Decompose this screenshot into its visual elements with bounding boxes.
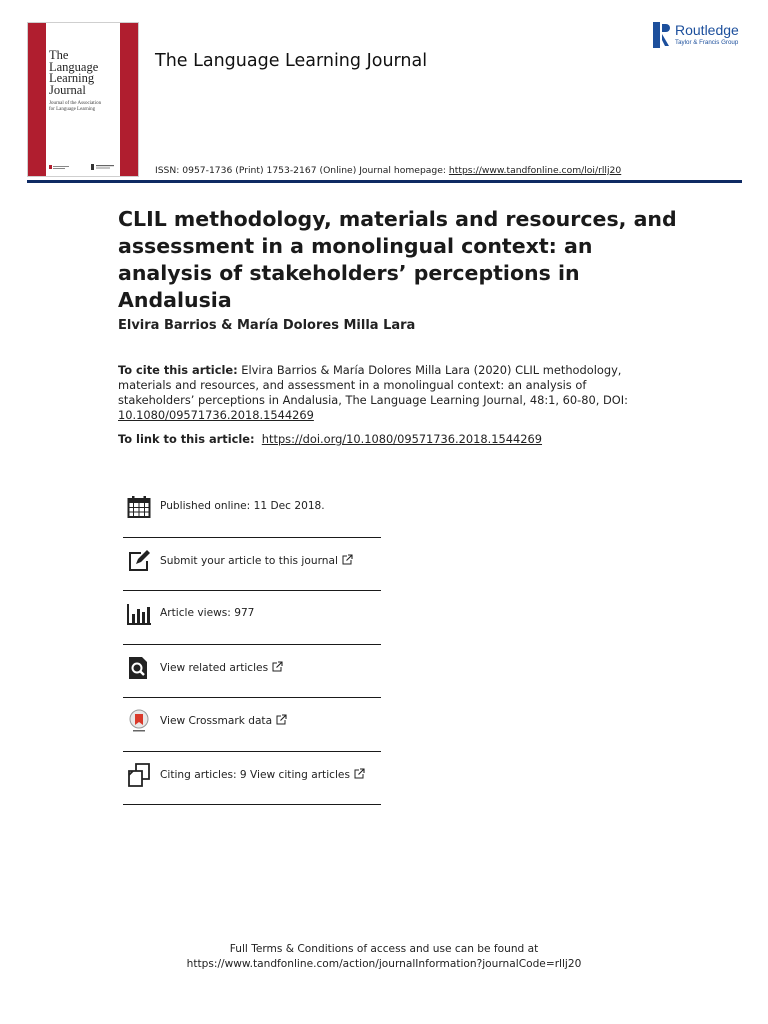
journal-cover — [27, 22, 139, 177]
info-row-published — [123, 484, 381, 538]
edit-icon — [127, 549, 151, 573]
citing-icon — [127, 763, 151, 787]
cover-band-left — [28, 23, 46, 176]
citation-text: Elvira Barrios & María Dolores Milla Lara (2020) CLIL methodology, materials and resources, and assessment in a monolingual context: an analysis of stakeholders’ perceptions in Andalusia, The Language Learning Journal, 48:1, 60-80, DOI: — [118, 363, 628, 407]
footer-line-1: Full Terms & Conditions of access and use can be found at — [229, 943, 539, 955]
external-link-icon — [342, 554, 353, 565]
cover-title — [49, 50, 121, 96]
footer-terms-link[interactable]: https://www.tandfonline.com/action/journalInformation?journalCode=rllj20 — [186, 958, 582, 970]
external-link-icon — [354, 768, 365, 779]
cover-association-logo — [49, 164, 71, 170]
external-link-icon — [276, 714, 287, 725]
crossmark-icon — [127, 709, 151, 733]
article-authors: Elvira Barrios & María Dolores Milla Lara — [118, 318, 416, 333]
article-title: CLIL methodology, materials and resources, and assessment in a monolingual context: an analysis of stakeholders’ perceptions in Andalusia — [118, 207, 677, 312]
publisher-subtitle: Taylor & Francis Group — [675, 39, 739, 46]
article-link-line — [118, 432, 542, 446]
citation-label: To cite this article: — [118, 363, 238, 377]
crossmark-label: View Crossmark data — [160, 715, 273, 727]
submit-article-label: Submit your article to this journal — [160, 554, 338, 567]
publisher-logo[interactable] — [653, 22, 748, 50]
link-label: To link to this article: — [118, 432, 255, 446]
cover-subtitle-line: Journal of the Association — [49, 101, 102, 106]
article-doi-link[interactable]: https://doi.org/10.1080/09571736.2018.1544269 — [261, 432, 543, 446]
citing-articles-link[interactable] — [160, 768, 365, 781]
journal-homepage-link[interactable]: https://www.tandfonline.com/loi/rllj20 — [448, 165, 622, 176]
article-info-list — [123, 484, 381, 805]
related-articles-link[interactable] — [160, 661, 283, 674]
footer-terms — [0, 942, 768, 972]
routledge-mark-icon — [653, 22, 670, 48]
cover-subtitle-line: for Language Learning — [49, 106, 96, 112]
published-online-text: Published online: 11 Dec 2018. — [160, 500, 325, 512]
citation-block — [118, 363, 638, 423]
cover-title-line: Journal — [49, 82, 86, 97]
info-row-crossmark[interactable] — [123, 698, 381, 752]
cover-routledge-logo — [91, 164, 117, 170]
publisher-name: Routledge — [675, 22, 739, 38]
journal-title: The Language Learning Journal — [155, 51, 428, 71]
header-rule — [27, 180, 742, 183]
crossmark-link[interactable] — [160, 714, 287, 727]
citing-articles-label: Citing articles: 9 View citing articles — [160, 768, 350, 781]
issn-text: ISSN: 0957-1736 (Print) 1753-2167 (Online) Journal homepage: — [155, 165, 449, 176]
info-row-submit[interactable] — [123, 538, 381, 592]
calendar-icon — [127, 495, 151, 519]
cover-title-line: Learning — [49, 71, 95, 85]
issn-line — [155, 165, 621, 176]
cover-title-line: Language — [49, 59, 99, 74]
info-row-views — [123, 591, 381, 645]
search-document-icon — [127, 656, 151, 680]
info-row-related[interactable] — [123, 645, 381, 699]
external-link-icon — [272, 661, 283, 672]
cover-band-right — [120, 23, 138, 176]
cover-title-line: The — [49, 48, 69, 62]
bar-chart-icon — [127, 602, 151, 626]
info-row-citing[interactable] — [123, 752, 381, 806]
citation-doi-link[interactable]: 10.1080/09571736.2018.1544269 — [118, 408, 314, 422]
article-views-text: Article views: 977 — [160, 607, 255, 619]
related-articles-label: View related articles — [160, 661, 269, 674]
cover-subtitle — [49, 101, 121, 112]
submit-article-link[interactable] — [160, 554, 353, 567]
